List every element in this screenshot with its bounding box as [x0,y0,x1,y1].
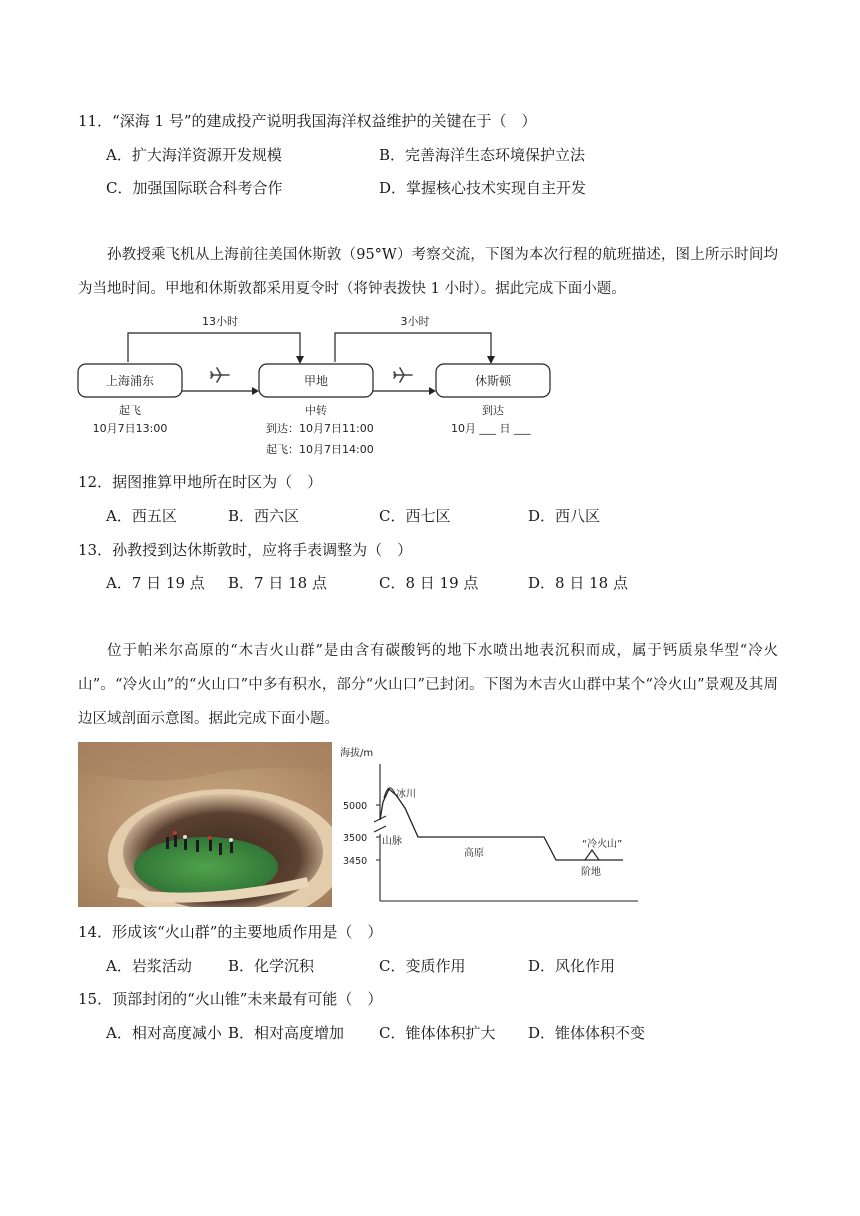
q13-option-c: C．8 日 19 点 [379,574,479,592]
box-shanghai-label: 上海浦东 [105,374,155,388]
q14-option-c: C．变质作用 [379,957,466,975]
q13-option-b: B．7 日 18 点 [228,574,327,592]
q13-option-a: A．7 日 19 点 [106,574,205,592]
question-12-stem: 12．据图推算甲地所在时区为（ ） [78,473,323,491]
q12-option-d: D．西八区 [528,507,601,525]
q11-option-b: B．完善海洋生态环境保护立法 [379,146,586,164]
tick-5000: 5000 [343,801,368,812]
airplane-icon [211,368,229,382]
flight-diagram [70,310,570,460]
q11-option-a: A．扩大海洋资源开发规模 [106,146,282,164]
airplane-icon [394,368,412,382]
q11-option-c: C．加强国际联合科考合作 [106,179,283,197]
arrival-label: 到达 [482,404,504,417]
glacier-label: 冰川 [396,789,416,800]
q12-option-a: A．西五区 [106,507,177,525]
q13-option-d: D．8 日 18 点 [528,574,628,592]
tick-3450: 3450 [343,856,368,867]
q15-option-d: D．锥体体积不变 [528,1024,646,1042]
plateau-label: 高原 [464,848,484,859]
takeoff-time: 10月7日13:00 [92,422,168,435]
q15-option-a: A．相对高度减小 [106,1024,222,1042]
segment2-duration: 3小时 [400,315,430,328]
terrace-label: 阶地 [581,867,601,878]
question-15-stem: 15．顶部封闭的“火山锥”未来最有可能（ ） [78,990,383,1008]
segment1-duration: 13小时 [202,315,238,328]
box-jiadi-label: 甲地 [303,374,329,388]
takeoff-label: 起飞 [119,404,141,417]
q12-option-c: C．西七区 [379,507,451,525]
q15-option-c: C．锥体体积扩大 [379,1024,496,1042]
q12-option-b: B．西六区 [228,507,300,525]
q14-option-d: D．风化作用 [528,957,616,975]
cold-volcano-photo [78,742,332,907]
cold-volcano-label: “冷火山” [582,839,623,850]
transfer-arrive: 到达：10月7日11:00 [266,422,374,435]
q11-option-d: D．掌握核心技术实现自主开发 [379,179,587,197]
question-11-stem: 11．“深海 1 号”的建成投产说明我国海洋权益维护的关键在于（ ） [78,112,537,130]
transfer-depart: 起飞：10月7日14:00 [266,443,374,456]
q14-option-a: A．岩浆活动 [106,957,192,975]
box-houston-label: 休斯顿 [474,374,512,388]
question-13-stem: 13．孙教授到达休斯敦时，应将手表调整为（ ） [78,541,413,559]
q14-option-b: B．化学沉积 [228,957,315,975]
cross-section-profile [338,742,643,907]
transfer-label: 中转 [305,404,327,417]
arrival-time: 10月 ___ 日 ___ [451,422,531,435]
q15-option-b: B．相对高度增加 [228,1024,345,1042]
passage-flight: 孙教授乘飞机从上海前往美国休斯敦（95°W）考察交流，下图为本次行程的航班描述，图上所示时间均为当地时间。甲地和休斯敦都采用夏令时（将钟表拨快 1 小时）。据此完成下面小题。 [78,247,778,297]
profile-y-axis-label: 海拔/m [340,748,374,759]
mountain-label: 山脉 [382,836,402,847]
tick-3500: 3500 [343,833,368,844]
passage-cold-volcano: 位于帕米尔高原的“木吉火山群”是由含有碳酸钙的地下水喷出地表沉积而成，属于钙质泉华型“冷火山”。“冷火山”的“火山口”中多有积水，部分“火山口”已封闭。下图为木吉火山群中某个“冷火山”景观及其周边区域剖面示意图。据此完成下面小题。 [78,643,778,727]
question-14-stem: 14．形成该“火山群”的主要地质作用是（ ） [78,923,383,941]
